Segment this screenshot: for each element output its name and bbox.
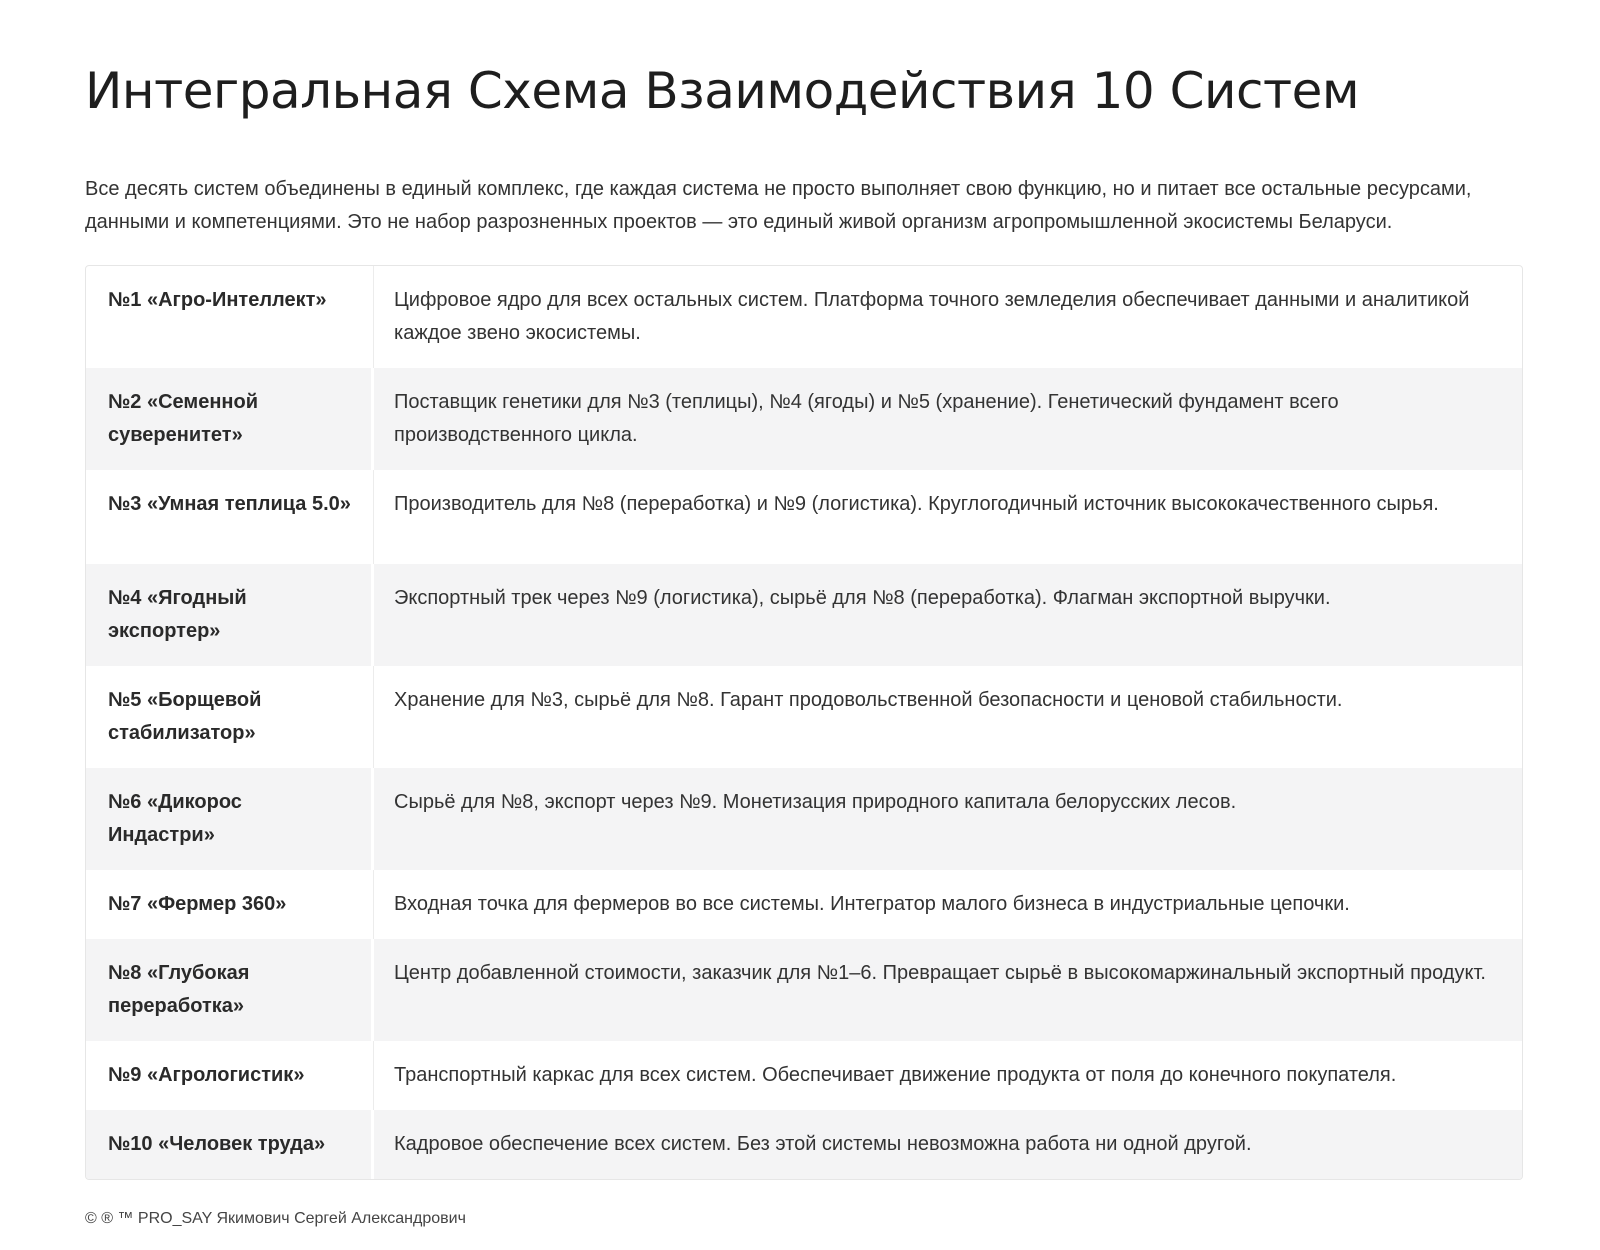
table-row — [86, 368, 1522, 470]
system-name: №8 «Глубокая переработка» — [86, 939, 374, 1041]
table-row — [86, 470, 1522, 564]
system-description: Сырьё для №8, экспорт через №9. Монетизация природного капитала белорусских лесов. — [394, 791, 1237, 813]
system-description: Центр добавленной стоимости, заказчик для №1–6. Превращает сырьё в высокомаржинальный экспортный продукт. — [394, 962, 1486, 984]
system-description: Экспортный трек через №9 (логистика), сырьё для №8 (переработка). Флагман экспортной выручки. — [394, 587, 1331, 609]
system-name: №3 «Умная теплица 5.0» — [86, 470, 374, 564]
system-name: №1 «Агро-Интеллект» — [86, 266, 374, 368]
systems-table — [85, 265, 1523, 1180]
system-name: №4 «Ягодный экспортер» — [86, 564, 374, 666]
system-description: Поставщик генетики для №3 (теплицы), №4 (ягоды) и №5 (хранение). Генетический фундамент всего производственного цикла. — [394, 391, 1339, 446]
system-name: №6 «Дикорос Индастри» — [86, 768, 374, 870]
table-row — [86, 768, 1522, 870]
system-name: №7 «Фермер 360» — [86, 870, 374, 939]
system-description: Хранение для №3, сырьё для №8. Гарант продовольственной безопасности и ценовой стабильности. — [394, 689, 1343, 711]
system-name: №10 «Человек труда» — [86, 1110, 374, 1179]
table-row — [86, 564, 1522, 666]
table-row — [86, 666, 1522, 768]
system-description: Цифровое ядро для всех остальных систем. Платформа точного земледелия обеспечивает данными и аналитикой каждое звено экосистемы. — [394, 289, 1470, 344]
system-description: Транспортный каркас для всех систем. Обеспечивает движение продукта от поля до конечного покупателя. — [394, 1064, 1397, 1086]
system-name: №9 «Агрологистик» — [86, 1041, 374, 1110]
system-name: №2 «Семенной суверенитет» — [86, 368, 374, 470]
table-row — [86, 266, 1522, 368]
intro-paragraph: Все десять систем объединены в единый комплекс, где каждая система не просто выполняет свою функцию, но и питает все остальные ресурсами, данными и компетенциями. Это не набор разрозненных проектов — это единый живой организм агропромышленной экосистемы Беларуси. — [85, 178, 1472, 233]
system-description: Кадровое обеспечение всех систем. Без этой системы невозможна работа ни одной другой. — [394, 1133, 1252, 1155]
system-description: Входная точка для фермеров во все системы. Интегратор малого бизнеса в индустриальные цепочки. — [394, 893, 1350, 915]
footer-copyright: © ® ™ PRO_SAY Якимович Сергей Александрович — [85, 1210, 466, 1227]
table-row — [86, 939, 1522, 1041]
table-row — [86, 870, 1522, 939]
page-title: Интегральная Схема Взаимодействия 10 Систем — [85, 62, 1360, 120]
system-name: №5 «Борщевой стабилизатор» — [86, 666, 374, 768]
table-row — [86, 1041, 1522, 1110]
table-row — [86, 1110, 1522, 1179]
system-description: Производитель для №8 (переработка) и №9 (логистика). Круглогодичный источник высококачественного сырья. — [394, 493, 1439, 515]
